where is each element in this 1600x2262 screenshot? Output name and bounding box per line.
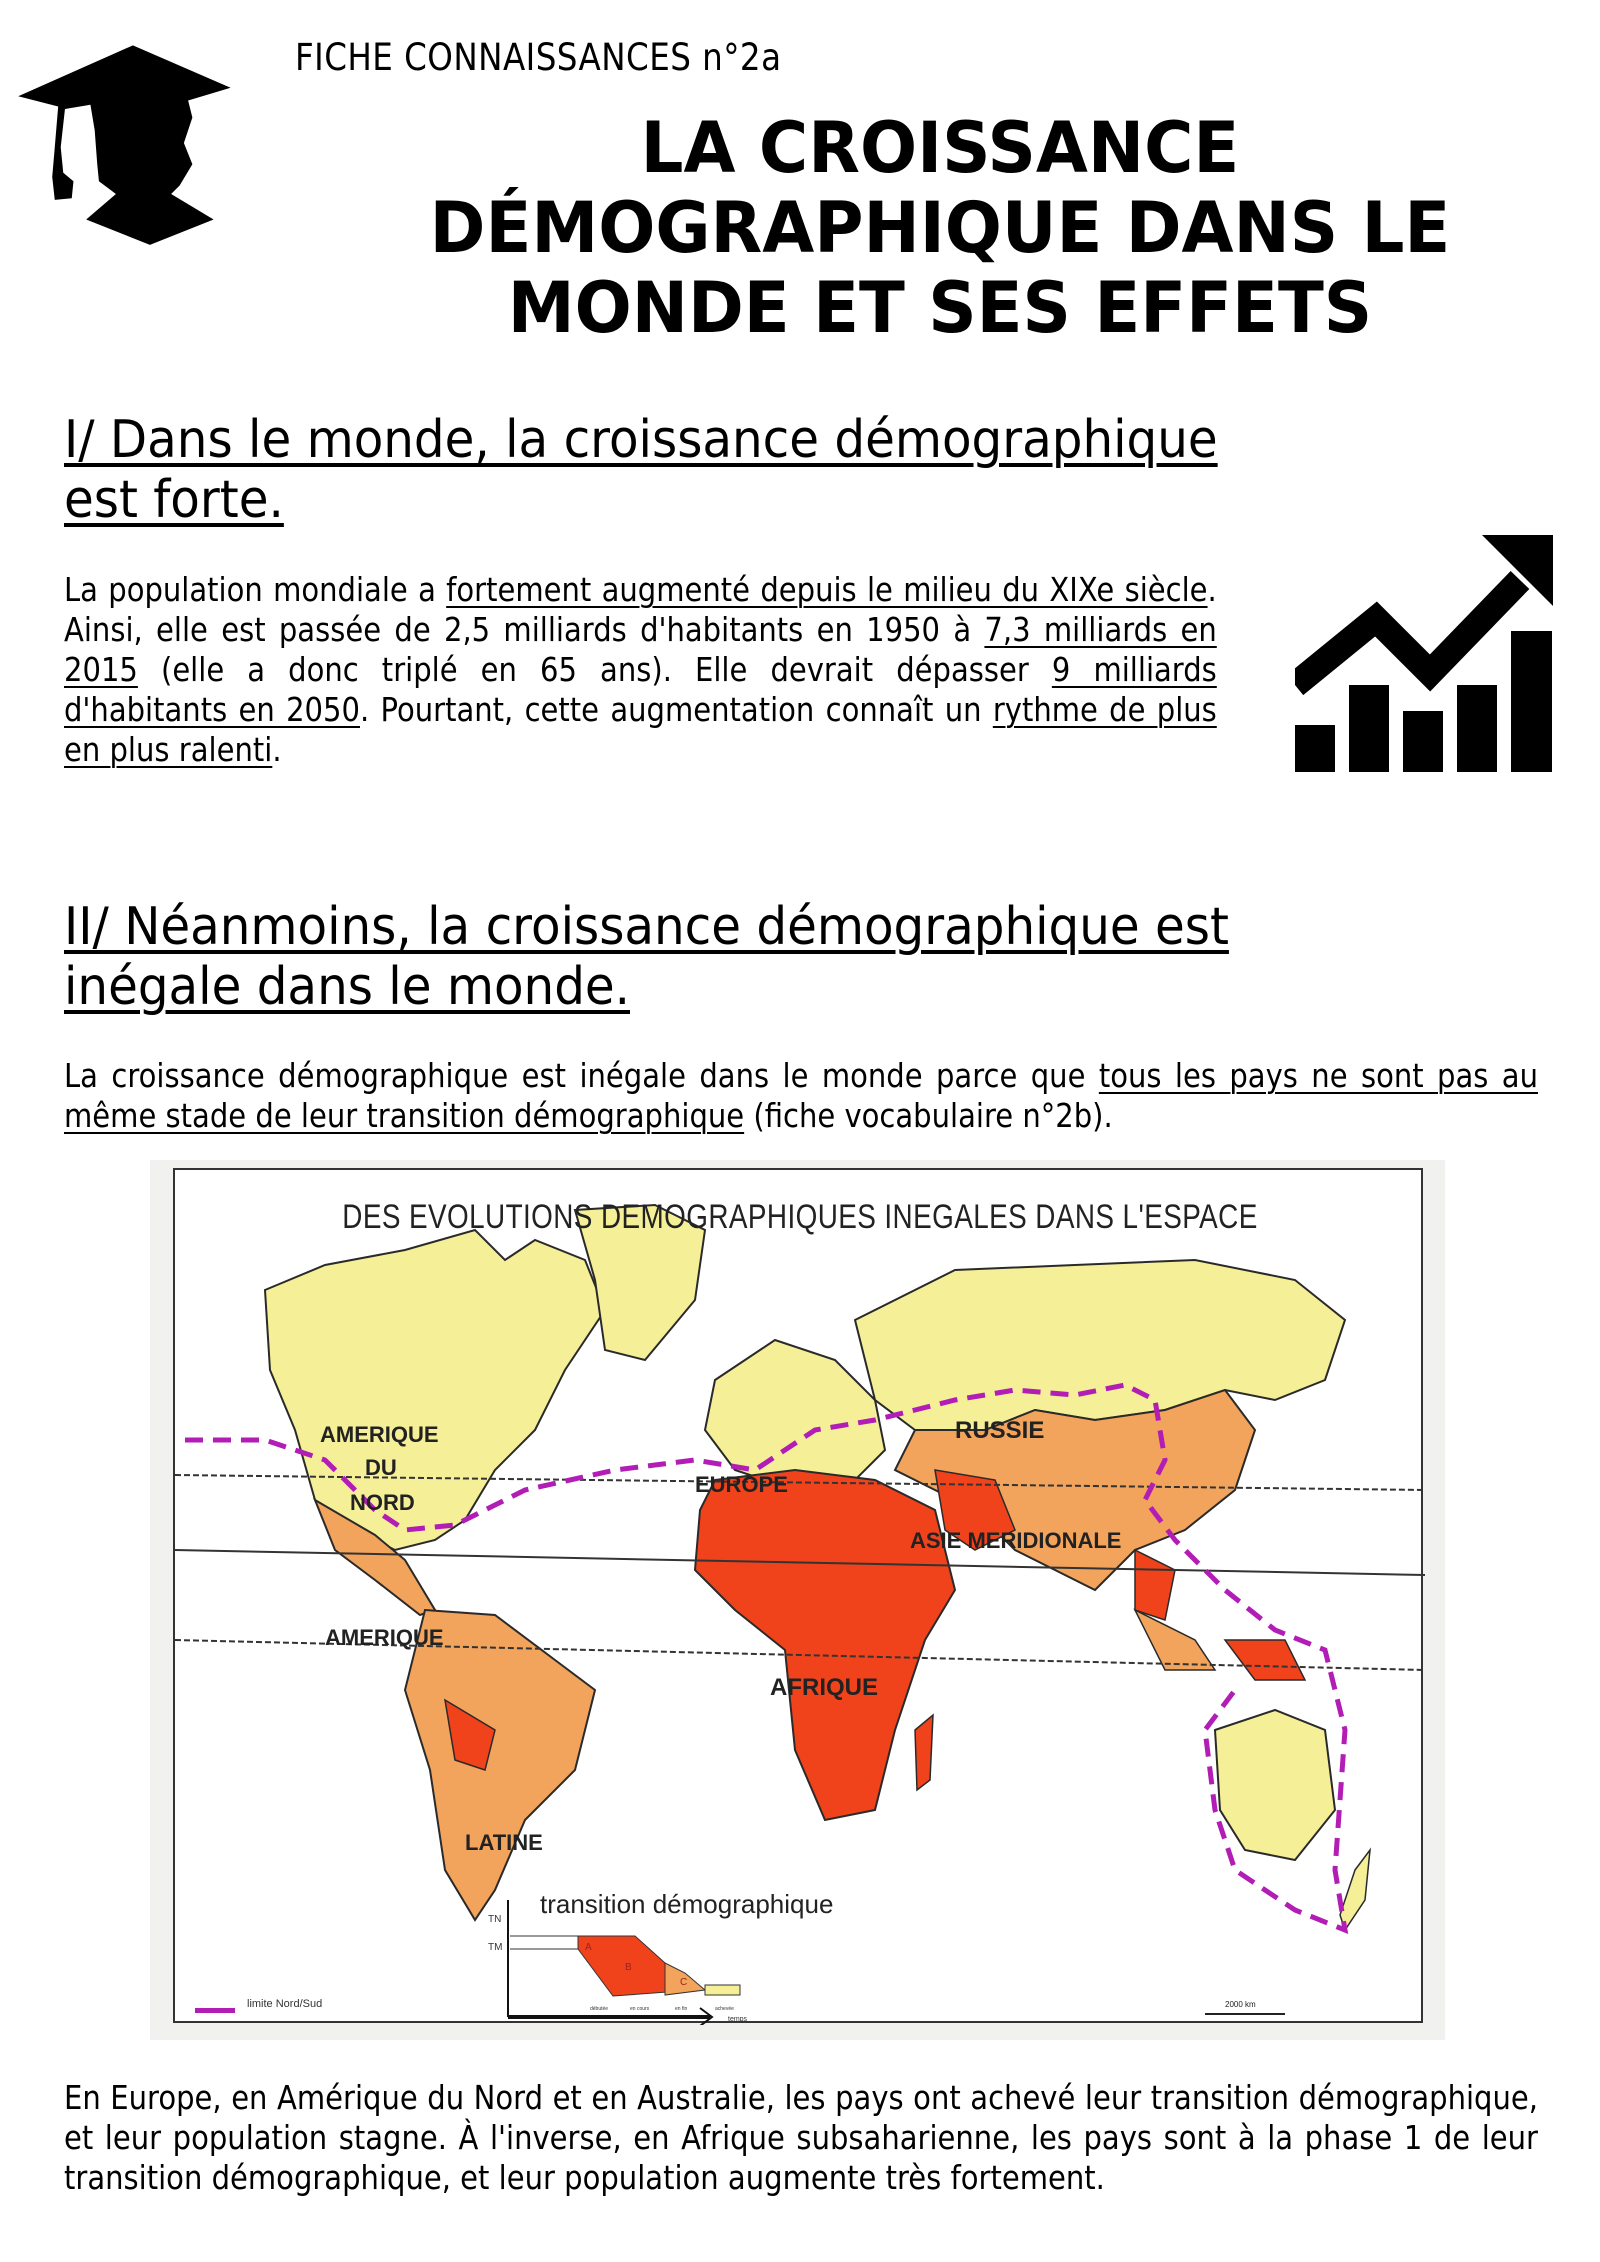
section-2-heading-line-2: inégale dans le monde. [64, 957, 631, 1017]
section-2-heading-line-1: II/ Néanmoins, la croissance démographique est [64, 897, 1229, 957]
legend-swatch-north-south [195, 2008, 235, 2013]
section-2-paragraph: La croissance démographique est inégale dans le monde parce que tous les pays ne sont pas au même stade de leur transition démographique (fiche vocabulaire n°2b). [64, 1056, 1539, 1135]
section-1-heading [64, 410, 1543, 530]
world-map [173, 1168, 1423, 2023]
section-2-heading [64, 897, 1543, 1017]
section-1-paragraph: La population mondiale a fortement augmenté depuis le milieu du XIXe siècle. Ainsi, elle est passée de 2,5 milliards d'habitants en 1950 à 7,3 milliards en 2015 (elle a donc triplé en 65 ans). Elle devrait dépasser 9 milliards d'habitants en 2050. Pourtant, cette augmentation connaît un rythme de plus en plus ralenti. [64, 570, 1217, 769]
highlight-text: tous les pays ne sont pas au même stade de leur transition démographique [64, 1056, 1539, 1135]
label-north-america-1: AMERIQUE [320, 1422, 439, 1447]
page-title [300, 108, 1580, 348]
label-north-america-2: DU [365, 1455, 397, 1480]
highlight-text: rythme de plus en plus ralenti [64, 690, 1217, 769]
label-latin-america-1: AMERIQUE [325, 1625, 444, 1650]
highlight-text: fortement augmenté depuis le milieu du XIXe siècle [446, 570, 1208, 609]
scale-bar [1205, 2013, 1285, 2015]
label-europe: EUROPE [695, 1472, 788, 1497]
growth-chart-icon [1295, 535, 1557, 772]
svg-text:en cours: en cours [630, 2006, 650, 2012]
transition-inset [488, 1889, 833, 2025]
svg-text:B: B [625, 1962, 632, 1973]
svg-text:TN: TN [488, 1914, 502, 1925]
world-map-drawing [175, 1170, 1425, 2025]
label-latin-america-2: LATINE [465, 1830, 543, 1855]
svg-text:A: A [585, 1942, 592, 1953]
label-russia: RUSSIE [955, 1417, 1045, 1444]
svg-text:en fin: en fin [675, 2006, 688, 2012]
graduate-silhouette-icon [14, 36, 236, 250]
label-africa: AFRIQUE [770, 1674, 878, 1701]
label-north-america-3: NORD [350, 1490, 415, 1515]
legend-label: limite Nord/Sud [247, 1998, 323, 2010]
fiche-label: FICHE CONNAISSANCES n°2a [295, 36, 782, 79]
title-line-1: LA CROISSANCE [640, 107, 1240, 189]
scale-label: 2000 km [1225, 2000, 1256, 2009]
svg-text:achevée: achevée [715, 2006, 734, 2012]
svg-text:C: C [680, 1977, 688, 1988]
svg-text:débutée: débutée [590, 2006, 609, 2012]
svg-text:TM: TM [488, 1942, 503, 1953]
label-south-asia: ASIE MERIDIONALE [910, 1528, 1122, 1553]
svg-text:transition démographique: transition démographique [540, 1889, 834, 1919]
highlight-text: 7,3 milliards en 2015 [64, 610, 1217, 689]
map-title: DES EVOLUTIONS DEMOGRAPHIQUES INEGALES DANS L'ESPACE [342, 1198, 1258, 1236]
title-line-2: DÉMOGRAPHIQUE DANS LE [429, 187, 1451, 269]
highlight-text: 9 milliards d'habitants en 2050 [64, 650, 1217, 729]
section-1-heading-line-2: est forte. [64, 470, 284, 530]
section-1-heading-line-1: I/ Dans le monde, la croissance démographique [64, 410, 1218, 470]
title-line-3: MONDE ET SES EFFETS [507, 267, 1373, 349]
conclusion-paragraph: En Europe, en Amérique du Nord et en Australie, les pays ont achevé leur transition démographique, et leur population stagne. À l'inverse, en Afrique subsaharienne, les pays sont à la phase 1 de leur transition démographique, et leur population augmente très fortement. [64, 2078, 1538, 2197]
svg-text:temps: temps [728, 2016, 748, 2023]
